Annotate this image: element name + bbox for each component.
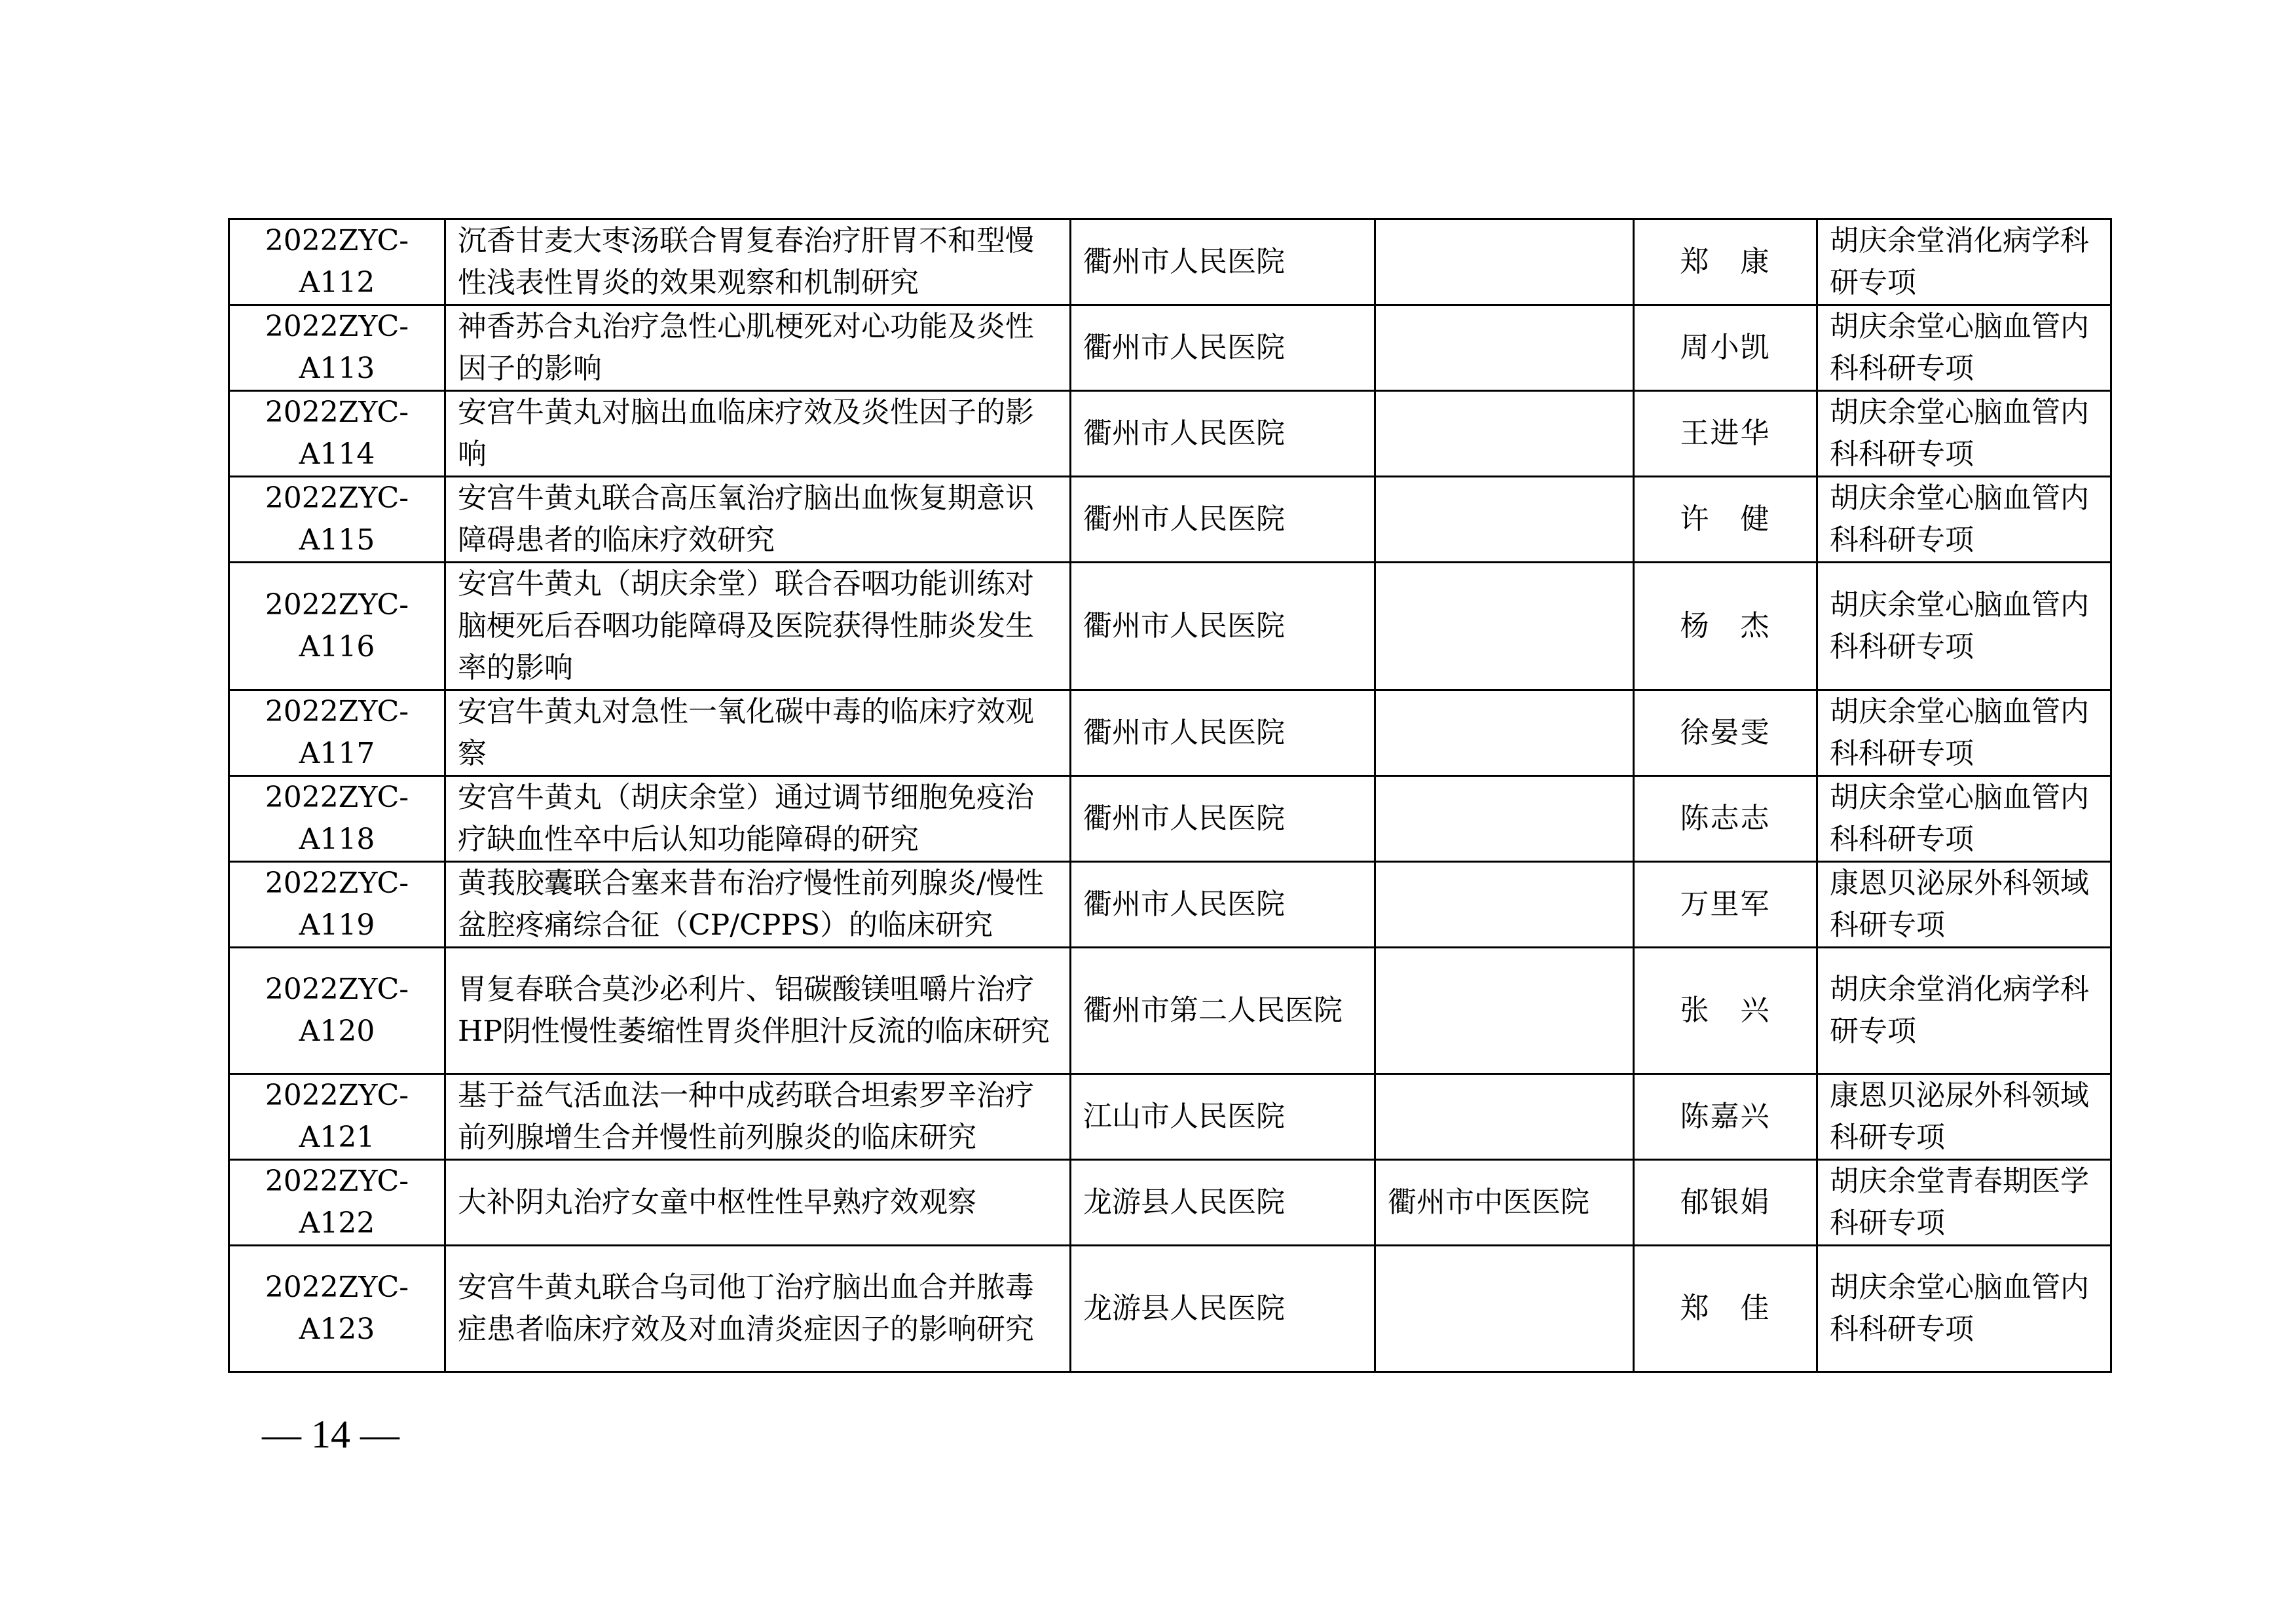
- project-title-cell: 安宫牛黄丸对脑出血临床疗效及炎性因子的影响: [445, 391, 1071, 477]
- project-title-cell: 神香苏合丸治疗急性心肌梗死对心功能及炎性因子的影响: [445, 305, 1071, 391]
- table-row: [229, 776, 2111, 862]
- hosting-unit-cell: 龙游县人民医院: [1071, 1246, 1375, 1372]
- project-leader-cell: 王进华: [1634, 391, 1817, 477]
- project-code-cell: 2022ZYC-A122: [229, 1160, 445, 1246]
- hosting-unit-cell: 衢州市人民医院: [1071, 862, 1375, 948]
- project-leader-cell: 郑 康: [1634, 219, 1817, 305]
- hosting-unit-cell: 衢州市人民医院: [1071, 690, 1375, 776]
- project-code-cell: 2022ZYC-A121: [229, 1074, 445, 1160]
- project-code-cell: 2022ZYC-A116: [229, 563, 445, 690]
- page-number: — 14 —: [262, 1413, 399, 1456]
- co-unit-cell: [1375, 1246, 1634, 1372]
- project-code-cell: 2022ZYC-A119: [229, 862, 445, 948]
- table-row: [229, 219, 2111, 305]
- funding-program-cell: 胡庆余堂心脑血管内科科研专项: [1817, 1246, 2111, 1372]
- project-code-cell: 2022ZYC-A114: [229, 391, 445, 477]
- project-code-cell: 2022ZYC-A115: [229, 477, 445, 563]
- project-table-body: [229, 219, 2111, 1372]
- hosting-unit-cell: 衢州市人民医院: [1071, 563, 1375, 690]
- project-leader-cell: 郁银娟: [1634, 1160, 1817, 1246]
- co-unit-cell: [1375, 477, 1634, 563]
- funding-program-cell: 胡庆余堂消化病学科研专项: [1817, 219, 2111, 305]
- table-row: [229, 1246, 2111, 1372]
- project-title-cell: 黄莪胶囊联合塞来昔布治疗慢性前列腺炎/慢性盆腔疼痛综合征（CP/CPPS）的临床研究: [445, 862, 1071, 948]
- funding-program-cell: 胡庆余堂消化病学科研专项: [1817, 948, 2111, 1074]
- table-row: [229, 1074, 2111, 1160]
- project-title-cell: 安宫牛黄丸（胡庆余堂）通过调节细胞免疫治疗缺血性卒中后认知功能障碍的研究: [445, 776, 1071, 862]
- project-table: [228, 218, 2112, 1373]
- project-leader-cell: 张 兴: [1634, 948, 1817, 1074]
- project-title-cell: 沉香甘麦大枣汤联合胃复春治疗肝胃不和型慢性浅表性胃炎的效果观察和机制研究: [445, 219, 1071, 305]
- project-code-cell: 2022ZYC-A112: [229, 219, 445, 305]
- project-leader-cell: 许 健: [1634, 477, 1817, 563]
- hosting-unit-cell: 衢州市人民医院: [1071, 391, 1375, 477]
- table-row: [229, 391, 2111, 477]
- hosting-unit-cell: 衢州市人民医院: [1071, 219, 1375, 305]
- co-unit-cell: [1375, 776, 1634, 862]
- project-title-cell: 胃复春联合莫沙必利片、铝碳酸镁咀嚼片治疗HP阴性慢性萎缩性胃炎伴胆汁反流的临床研究: [445, 948, 1071, 1074]
- project-title-cell: 安宫牛黄丸（胡庆余堂）联合吞咽功能训练对脑梗死后吞咽功能障碍及医院获得性肺炎发生率的影响: [445, 563, 1071, 690]
- funding-program-cell: 胡庆余堂心脑血管内科科研专项: [1817, 563, 2111, 690]
- hosting-unit-cell: 龙游县人民医院: [1071, 1160, 1375, 1246]
- co-unit-cell: [1375, 862, 1634, 948]
- co-unit-cell: [1375, 305, 1634, 391]
- project-leader-cell: 郑 佳: [1634, 1246, 1817, 1372]
- project-title-cell: 大补阴丸治疗女童中枢性性早熟疗效观察: [445, 1160, 1071, 1246]
- table-row: [229, 477, 2111, 563]
- project-title-cell: 安宫牛黄丸联合高压氧治疗脑出血恢复期意识障碍患者的临床疗效研究: [445, 477, 1071, 563]
- project-code-cell: 2022ZYC-A113: [229, 305, 445, 391]
- funding-program-cell: 胡庆余堂心脑血管内科科研专项: [1817, 477, 2111, 563]
- hosting-unit-cell: 衢州市人民医院: [1071, 776, 1375, 862]
- project-code-cell: 2022ZYC-A123: [229, 1246, 445, 1372]
- co-unit-cell: [1375, 219, 1634, 305]
- table-row: [229, 563, 2111, 690]
- project-leader-cell: 陈志志: [1634, 776, 1817, 862]
- funding-program-cell: 胡庆余堂心脑血管内科科研专项: [1817, 391, 2111, 477]
- funding-program-cell: 胡庆余堂心脑血管内科科研专项: [1817, 305, 2111, 391]
- table-row: [229, 1160, 2111, 1246]
- table-row: [229, 690, 2111, 776]
- co-unit-cell: [1375, 948, 1634, 1074]
- funding-program-cell: 胡庆余堂心脑血管内科科研专项: [1817, 776, 2111, 862]
- funding-program-cell: 胡庆余堂心脑血管内科科研专项: [1817, 690, 2111, 776]
- co-unit-cell: [1375, 690, 1634, 776]
- project-leader-cell: 徐晏雯: [1634, 690, 1817, 776]
- project-title-cell: 安宫牛黄丸对急性一氧化碳中毒的临床疗效观察: [445, 690, 1071, 776]
- project-code-cell: 2022ZYC-A118: [229, 776, 445, 862]
- project-code-cell: 2022ZYC-A120: [229, 948, 445, 1074]
- hosting-unit-cell: 衢州市第二人民医院: [1071, 948, 1375, 1074]
- funding-program-cell: 康恩贝泌尿外科领域科研专项: [1817, 862, 2111, 948]
- co-unit-cell: 衢州市中医医院: [1375, 1160, 1634, 1246]
- table-row: [229, 862, 2111, 948]
- co-unit-cell: [1375, 563, 1634, 690]
- funding-program-cell: 康恩贝泌尿外科领域科研专项: [1817, 1074, 2111, 1160]
- funding-program-cell: 胡庆余堂青春期医学科研专项: [1817, 1160, 2111, 1246]
- project-leader-cell: 周小凯: [1634, 305, 1817, 391]
- hosting-unit-cell: 衢州市人民医院: [1071, 477, 1375, 563]
- project-leader-cell: 万里军: [1634, 862, 1817, 948]
- co-unit-cell: [1375, 1074, 1634, 1160]
- hosting-unit-cell: 衢州市人民医院: [1071, 305, 1375, 391]
- project-leader-cell: 杨 杰: [1634, 563, 1817, 690]
- table-row: [229, 305, 2111, 391]
- co-unit-cell: [1375, 391, 1634, 477]
- project-title-cell: 基于益气活血法一种中成药联合坦索罗辛治疗前列腺增生合并慢性前列腺炎的临床研究: [445, 1074, 1071, 1160]
- project-title-cell: 安宫牛黄丸联合乌司他丁治疗脑出血合并脓毒症患者临床疗效及对血清炎症因子的影响研究: [445, 1246, 1071, 1372]
- table-row: [229, 948, 2111, 1074]
- hosting-unit-cell: 江山市人民医院: [1071, 1074, 1375, 1160]
- project-code-cell: 2022ZYC-A117: [229, 690, 445, 776]
- project-leader-cell: 陈嘉兴: [1634, 1074, 1817, 1160]
